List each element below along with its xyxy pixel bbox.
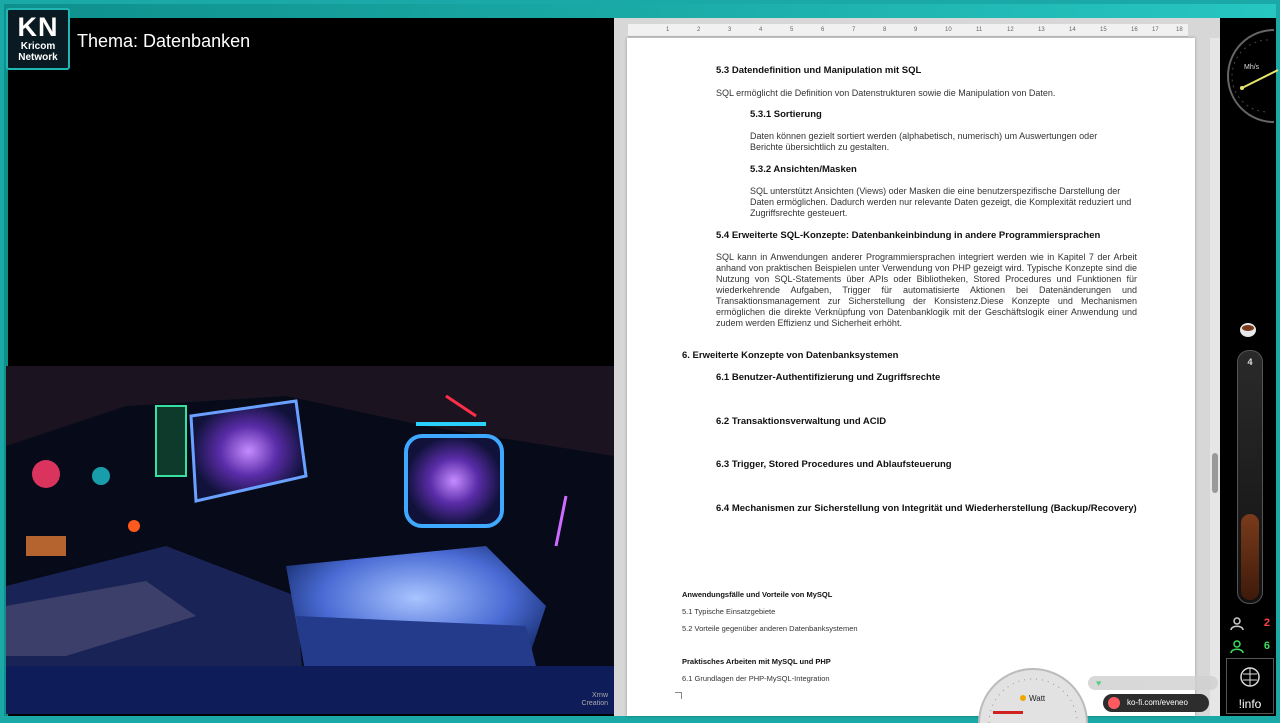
ruler-tick: 13 [1038, 27, 1045, 33]
ruler-tick: 5 [790, 27, 794, 33]
heart-icon: ♥ [1096, 678, 1102, 688]
ruler-tick: 6 [821, 27, 825, 33]
logo-line1: Kricom [20, 41, 56, 52]
watt-text: Watt [1029, 694, 1046, 703]
text-cursor-mark [675, 692, 682, 699]
outline-6-1: 6.1 Grundlagen der PHP-MySQL-Integration [682, 674, 830, 683]
hashrate-unit: Mh/s [1244, 64, 1260, 71]
ruler-tick: 1 [666, 27, 670, 33]
para-5-3-1: Daten können gezielt sortiert werden (alphabetisch, numerisch) um Auswertungen oder Berichte übersichtlich zu gestalten. [750, 131, 1098, 152]
document-scrollbar[interactable] [1210, 38, 1220, 716]
ruler-tick: 12 [1007, 27, 1014, 33]
topic-title: Thema: Datenbanken [77, 31, 251, 51]
kricom-network-logo [6, 8, 70, 70]
ruler-tick: 18 [1176, 27, 1183, 33]
info-label: !info [1238, 697, 1262, 711]
scrollbar-thumb[interactable] [1212, 453, 1218, 493]
thermo-fill [1241, 514, 1259, 600]
ruler-tick: 16 [1131, 27, 1138, 33]
alert-pill [1088, 676, 1218, 690]
logo-kn: KN [17, 12, 59, 42]
heading-5-3-1: 5.3.1 Sortierung [750, 109, 822, 120]
heading-5-4: 5.4 Erweiterte SQL-Konzepte: Datenbankeinbindung in andere Programmiersprachen [716, 230, 1101, 241]
outline-php: Praktisches Arbeiten mit MySQL und PHP [682, 657, 831, 666]
credit-line2: Creation [581, 700, 608, 707]
ruler-tick: 8 [883, 27, 887, 33]
scene-art [6, 366, 614, 714]
user-icon [1230, 617, 1244, 631]
coffee-cup-icon [1238, 322, 1258, 338]
kofi-cup-icon [1108, 697, 1120, 709]
heading-5-3: 5.3 Datendefinition und Manipulation mit SQL [716, 65, 922, 76]
ruler-tick: 17 [1152, 27, 1159, 33]
ruler-tick: 4 [759, 27, 763, 33]
heading-6-3: 6.3 Trigger, Stored Procedures und Ablaufsteuerung [716, 459, 952, 470]
ruler [628, 24, 1188, 37]
kofi-text: ko-fi.com/eveneo [1127, 698, 1188, 707]
thermo-value: 4 [1247, 357, 1253, 367]
outline-5-1: 5.1 Typische Einsatzgebiete [682, 607, 776, 616]
viewer-count-red [1226, 615, 1272, 635]
ruler-tick: 14 [1069, 27, 1076, 33]
coffee-thermometer [1237, 350, 1263, 604]
ruler-tick: 3 [728, 27, 732, 33]
heading-6-4: 6.4 Mechanismen zur Sicherstellung von Integrität und Wiederherstellung (Backup/Recovery) [716, 503, 1137, 514]
hashrate-gauge [1224, 26, 1280, 126]
heading-5-3-2: 5.3.2 Ansichten/Masken [750, 164, 857, 175]
watt-gauge [975, 663, 1091, 723]
outline-mysql: Anwendungsfälle und Vorteile von MySQL [682, 590, 833, 599]
credit-line1: Xrnw [592, 692, 608, 699]
outline-5-2: 5.2 Vorteile gegenüber anderen Datenbanksystemen [682, 624, 858, 633]
viewer-count-green-value: 6 [1263, 640, 1270, 652]
para-5-3-2: SQL unterstützt Ansichten (Views) oder Masken die eine benutzerspezifische Darstellung der Daten ermöglichen. Dadurch werden nur relevante Daten gezeigt, die Komplexität reduziert und Zugriffsrechte gesteuert. [750, 186, 1132, 218]
ruler-tick: 10 [945, 27, 952, 33]
watt-dot [1020, 695, 1026, 701]
ruler-tick: 15 [1100, 27, 1107, 33]
spaceship-bedroom-image [6, 366, 614, 714]
ruler-tick: 9 [914, 27, 918, 33]
viewer-count-green [1226, 638, 1272, 658]
document-viewer[interactable] [614, 18, 1220, 716]
watt-label [1020, 694, 1045, 703]
para-5-3: SQL ermöglicht die Definition von Datenstrukturen sowie die Manipulation von Daten. [716, 88, 1056, 98]
ruler-tick: 7 [852, 27, 856, 33]
ruler-tick: 11 [976, 27, 983, 33]
para-5-4: SQL kann in Anwendungen anderer Programmiersprachen integriert werden wie in Kapitel 7 der Arbeit anhand von praktischen Beispielen unter Verwendung von PHP gezeigt wird. Typische Konzepte sind die Nutzung von SQL-Statements über APIs oder Bibliotheken, Stored Procedures und Funktionen für wiederkehrende Aufgaben, Trigger für automatisierte Aktionen bei Datenänderungen und Transaktionsmanagement zur Sicherstellung der Konsistenz.Diese Konzepte und Mechanismen ermöglichen die direkte Verknüpfung von Datenbanklogik mit der Geschäftslogik einer Anwendung und zudem werden Effizienz und Sicherheit erhöht. [716, 252, 1137, 328]
ruler-tick: 2 [697, 27, 701, 33]
viewer-count-red-value: 2 [1263, 617, 1270, 629]
brain-icon [1235, 662, 1265, 692]
image-credit [582, 692, 608, 708]
info-command-box [1226, 658, 1274, 714]
user-green-icon [1230, 640, 1244, 654]
document-page[interactable] [627, 38, 1195, 716]
heading-6: 6. Erweiterte Konzepte von Datenbanksystemen [682, 350, 899, 361]
logo-line2: Network [18, 52, 58, 63]
kofi-link[interactable] [1103, 694, 1209, 712]
heading-6-1: 6.1 Benutzer-Authentifizierung und Zugriffsrechte [716, 372, 941, 383]
stats-sidebar [1220, 18, 1276, 716]
heading-6-2: 6.2 Transaktionsverwaltung und ACID [716, 416, 887, 427]
